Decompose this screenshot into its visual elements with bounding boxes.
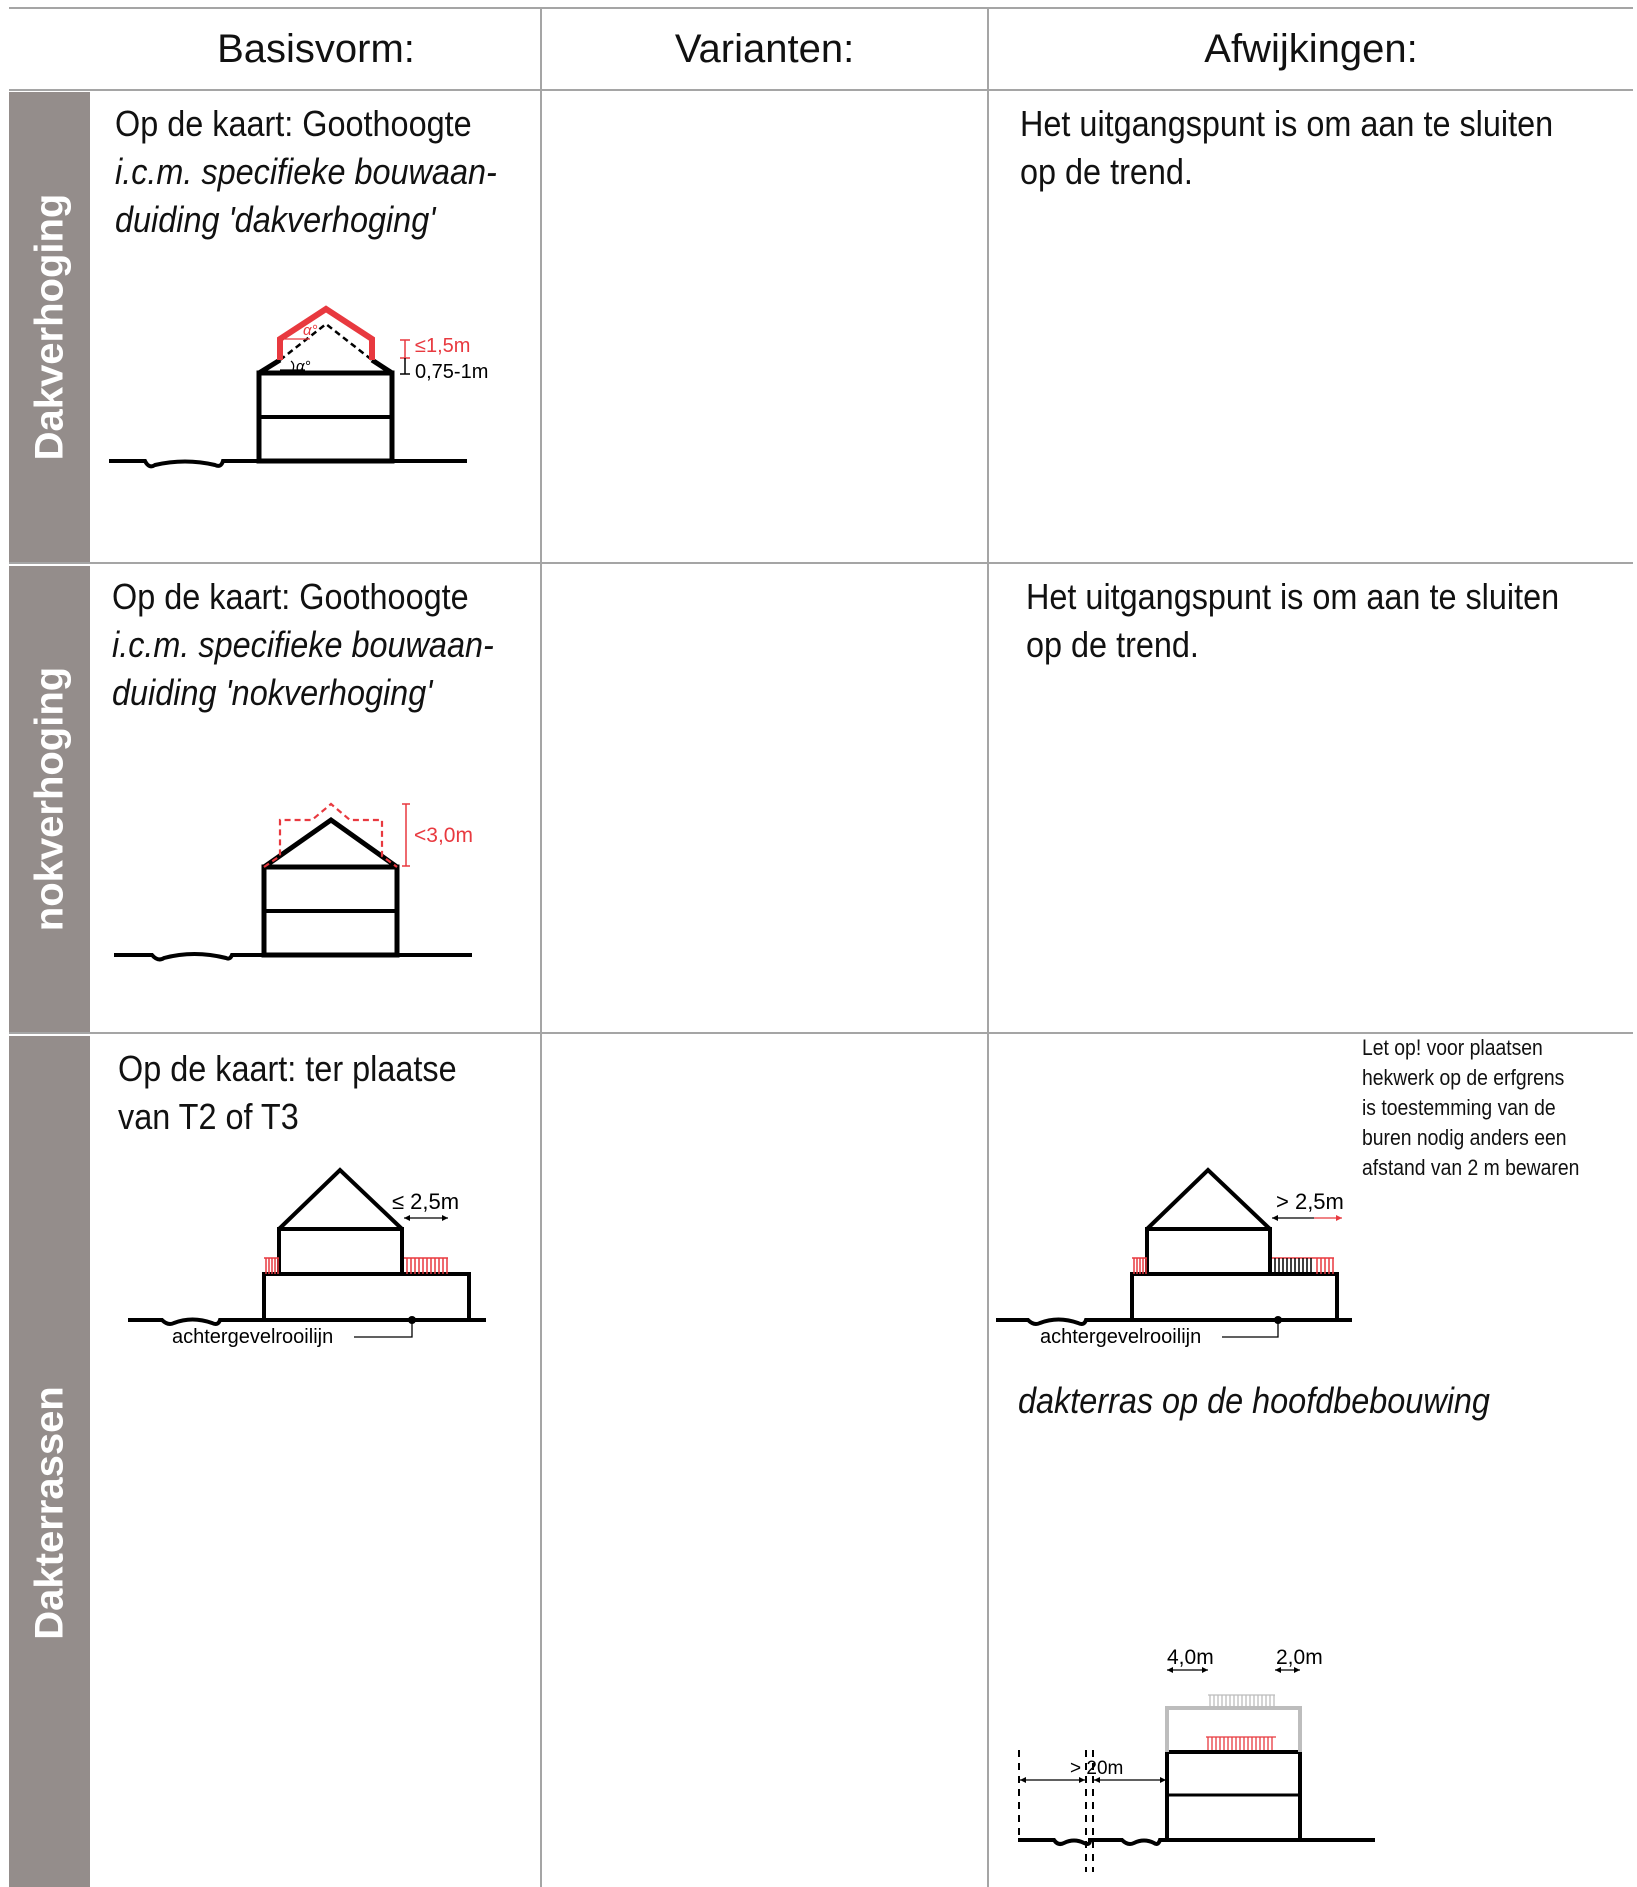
sidebar-dakterrassen bbox=[9, 1036, 90, 1887]
dakterrassen-afwijking-dim: > 2,5m bbox=[1276, 1189, 1344, 1214]
row-label-nokverhoging: nokverhoging bbox=[27, 666, 71, 932]
dakverhoging-angle-red: α° bbox=[303, 322, 318, 339]
dakterrassen-basis-line2: van T2 of T3 bbox=[118, 1096, 299, 1137]
dakterrassen-note-line1: Let op! voor plaatsen bbox=[1362, 1035, 1543, 1060]
dakverhoging-angle-black: α° bbox=[296, 358, 311, 375]
nokverhoging-basis-line3: duiding 'nokverhoging' bbox=[112, 672, 433, 713]
row-label-dakverhoging: Dakverhoging bbox=[27, 193, 71, 461]
dakterrassen-bottom-distance: > 20m bbox=[1070, 1758, 1124, 1779]
dakterrassen-bottom-diagram bbox=[1010, 1640, 1410, 1870]
dakterrassen-note-line2: hekwerk op de erfgrens bbox=[1362, 1065, 1565, 1090]
dakterrassen-note-line4: buren nodig anders een bbox=[1362, 1125, 1567, 1150]
header-varianten: Varianten: bbox=[674, 27, 855, 71]
dakverhoging-dim-black: 0,75-1m bbox=[415, 361, 489, 383]
nokverhoging-diagram bbox=[110, 790, 530, 970]
dakterrassen-afwijking-rooilijn: achtergevelrooilijn bbox=[1040, 1326, 1202, 1348]
dakterrassen-basis-rooilijn: achtergevelrooilijn bbox=[172, 1326, 334, 1348]
dakverhoging-basis-line2: i.c.m. specifieke bouwaan- bbox=[115, 151, 497, 192]
dakverhoging-basis-line3: duiding 'dakverhoging' bbox=[115, 199, 436, 240]
dakverhoging-diagram bbox=[105, 300, 525, 480]
dakterrassen-afwijking-diagram bbox=[992, 1160, 1412, 1360]
grid-line-header bbox=[9, 89, 1633, 91]
dakverhoging-afwijking-line1: Het uitgangspunt is om aan te sluiten bbox=[1020, 103, 1554, 144]
nokverhoging-basis-line2: i.c.m. specifieke bouwaan- bbox=[112, 624, 494, 665]
grid-line-col2 bbox=[987, 7, 989, 1887]
grid-line-row1 bbox=[9, 562, 1633, 564]
sidebar-nokverhoging bbox=[9, 566, 90, 1032]
dakterrassen-note-line3: is toestemming van de bbox=[1362, 1095, 1556, 1120]
dakterrassen-caption: dakterras op de hoofdbebouwing bbox=[1018, 1380, 1490, 1421]
dakterrassen-basis-dim: ≤ 2,5m bbox=[392, 1189, 460, 1214]
row-label-dakterrassen: Dakterrassen bbox=[27, 1385, 71, 1640]
dakterrassen-basis-line1: Op de kaart: ter plaatse bbox=[118, 1048, 457, 1089]
header-basisvorm: Basisvorm: bbox=[217, 27, 415, 71]
sidebar-dakverhoging bbox=[9, 92, 90, 562]
nokverhoging-dim-red: <3,0m bbox=[414, 824, 473, 847]
dakterrassen-note-line5: afstand van 2 m bewaren bbox=[1362, 1155, 1580, 1180]
header-afwijkingen: Afwijkingen: bbox=[1204, 27, 1418, 71]
dakterrassen-bottom-dim-left: 4,0m bbox=[1167, 1646, 1214, 1669]
nokverhoging-afwijking-line2: op de trend. bbox=[1026, 624, 1199, 665]
dakverhoging-afwijking-line2: op de trend. bbox=[1020, 151, 1193, 192]
dakverhoging-dim-red: ≤1,5m bbox=[415, 335, 471, 357]
dakterrassen-basis-diagram bbox=[122, 1160, 542, 1360]
nokverhoging-basis-line1: Op de kaart: Goothoogte bbox=[112, 576, 469, 617]
grid-line-col1 bbox=[540, 7, 542, 1887]
dakterrassen-bottom-dim-right: 2,0m bbox=[1276, 1646, 1323, 1669]
dakverhoging-basis-line1: Op de kaart: Goothoogte bbox=[115, 103, 472, 144]
nokverhoging-afwijking-line1: Het uitgangspunt is om aan te sluiten bbox=[1026, 576, 1560, 617]
